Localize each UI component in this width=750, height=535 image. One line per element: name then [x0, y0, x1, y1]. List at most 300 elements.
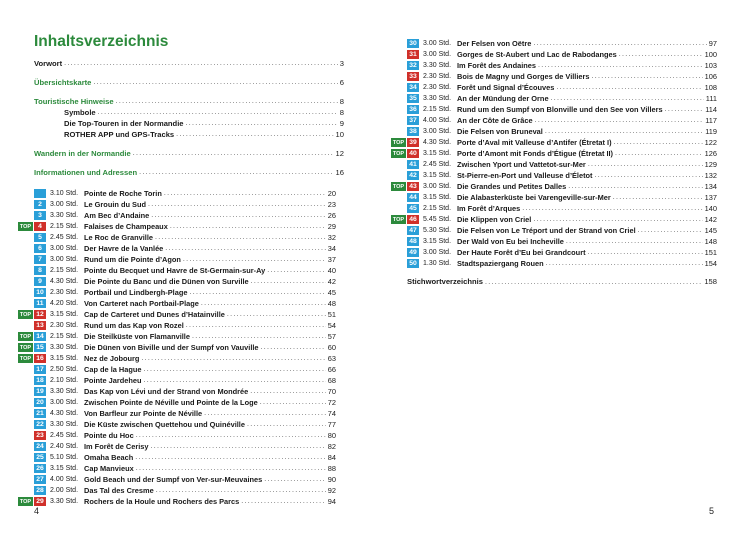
- dot-leader: [619, 51, 703, 58]
- dot-leader: [613, 194, 703, 201]
- tour-name: Von Carteret nach Portbail-Plage: [84, 299, 199, 308]
- tour-name: Die Dünen von Biville und der Sumpf von Vauville: [84, 343, 259, 352]
- tour-name: Nez de Jobourg: [84, 354, 140, 363]
- tour-name: Das Kap von Lévi und der Strand von Mondrée: [84, 387, 249, 396]
- tour-page: 60: [327, 343, 336, 352]
- dot-leader: [164, 190, 326, 197]
- tour-name: Porte d’Amont mit Fonds d’Étigue (Étretat II): [457, 149, 614, 158]
- top-tour-badge: TOP: [19, 333, 32, 340]
- tour-duration: 3.30 Std.: [50, 498, 79, 505]
- tour-entry[interactable]: [34, 485, 336, 496]
- tour-number-badge: 35: [407, 94, 419, 103]
- dot-leader: [260, 399, 326, 406]
- tour-name: Pointe Jardeheu: [84, 376, 142, 385]
- tour-entry[interactable]: [407, 225, 717, 236]
- tour-duration: 3.15 Std.: [50, 355, 79, 362]
- tour-name: Le Grouin du Sud: [84, 200, 146, 209]
- tour-duration: 2.15 Std.: [50, 223, 79, 230]
- tour-duration: 3.00 Std.: [50, 399, 79, 406]
- tour-duration: 3.15 Std.: [50, 465, 79, 472]
- tour-page: 63: [327, 354, 336, 363]
- toc-entry-page: 10: [335, 130, 344, 139]
- tour-page: 100: [704, 50, 717, 59]
- tour-duration: 2.30 Std.: [423, 84, 452, 91]
- tour-entry[interactable]: [407, 203, 717, 214]
- toc-entry-label: Die Top-Touren in der Normandie: [64, 119, 184, 128]
- tour-name: Omaha Beach: [84, 453, 134, 462]
- tour-entry[interactable]: [407, 170, 717, 181]
- tour-page: 148: [704, 237, 717, 246]
- tour-entry[interactable]: [19, 221, 336, 232]
- dot-leader: [201, 300, 326, 307]
- toc-entry[interactable]: [34, 118, 344, 129]
- tour-name: Die Grandes und Petites Dalles: [457, 182, 567, 191]
- tour-name: Zwischen Pointe de Néville und Pointe de la Loge: [84, 398, 258, 407]
- tour-entry[interactable]: [407, 71, 717, 82]
- dot-leader: [98, 107, 338, 118]
- dot-leader: [592, 73, 703, 80]
- tour-number-badge: 7: [34, 255, 46, 264]
- tour-entry[interactable]: [19, 309, 336, 320]
- tour-duration: 4.30 Std.: [50, 278, 79, 285]
- dot-leader: [535, 117, 704, 124]
- tour-number-badge: 19: [34, 387, 46, 396]
- dot-leader: [533, 40, 706, 47]
- tour-page: 106: [704, 72, 717, 81]
- tour-duration: 3.15 Std.: [423, 194, 452, 201]
- tour-name: Im Forêt des Andaines: [457, 61, 536, 70]
- top-tour-badge: TOP: [19, 498, 32, 505]
- tour-number-badge: 38: [407, 127, 419, 136]
- dot-leader: [267, 267, 326, 274]
- toc-section: [34, 58, 344, 178]
- tour-entry[interactable]: [34, 474, 336, 485]
- dot-leader: [192, 333, 326, 340]
- dot-leader: [136, 465, 326, 472]
- tour-number-badge: 26: [34, 464, 46, 473]
- tour-name: Rochers de la Houle und Rochers des Parcs: [84, 497, 240, 506]
- toc-entry-label: Vorwort: [34, 59, 63, 68]
- tour-entry[interactable]: [407, 38, 717, 49]
- tour-duration: 2.30 Std.: [50, 322, 79, 329]
- tour-number-badge: 14: [34, 332, 46, 341]
- tour-entry[interactable]: [34, 298, 336, 309]
- top-tour-badge: TOP: [19, 311, 32, 318]
- tour-page: 74: [327, 409, 336, 418]
- dot-leader: [533, 216, 702, 223]
- tour-page: 84: [327, 453, 336, 462]
- tour-name: An der Mündung der Orne: [457, 94, 549, 103]
- tour-number-badge: 40: [407, 149, 419, 158]
- tour-page: 51: [327, 310, 336, 319]
- tour-entry[interactable]: [34, 265, 336, 276]
- dot-leader: [485, 279, 702, 286]
- tour-number-badge: 11: [34, 299, 46, 308]
- dot-leader: [133, 148, 334, 159]
- tour-number-badge: 18: [34, 376, 46, 385]
- tour-page: 126: [704, 149, 717, 158]
- tour-page: 20: [327, 189, 336, 198]
- tour-page: 23: [327, 200, 336, 209]
- tour-entry[interactable]: [407, 236, 717, 247]
- tour-number-badge: 43: [407, 182, 419, 191]
- dot-leader: [227, 311, 326, 318]
- dot-leader: [189, 289, 325, 296]
- tour-name: Rund um das Kap von Rozel: [84, 321, 184, 330]
- tour-entry[interactable]: [34, 188, 336, 199]
- tour-page: 57: [327, 332, 336, 341]
- tour-name: Pointe du Hoc: [84, 431, 134, 440]
- tour-entry[interactable]: [407, 159, 717, 170]
- tour-page: 80: [327, 431, 336, 440]
- dot-leader: [148, 201, 326, 208]
- tour-number-badge: 30: [407, 39, 419, 48]
- tour-number-badge: 39: [407, 138, 419, 147]
- tour-number-badge: 21: [34, 409, 46, 418]
- tour-duration: 2.40 Std.: [50, 443, 79, 450]
- tour-duration: 2.45 Std.: [423, 161, 452, 168]
- tour-duration: 4.00 Std.: [50, 476, 79, 483]
- tour-number-badge: 32: [407, 61, 419, 70]
- tour-page: 145: [704, 226, 717, 235]
- tour-name: Bois de Magny und Gorges de Villiers: [457, 72, 590, 81]
- tour-entry[interactable]: [34, 419, 336, 430]
- dot-leader: [261, 344, 326, 351]
- tour-page: 134: [704, 182, 717, 191]
- tour-page: 45: [327, 288, 336, 297]
- tour-name: Cap Manvieux: [84, 464, 134, 473]
- tour-number-badge: 27: [34, 475, 46, 484]
- tour-name: Portbail und Lindbergh-Plage: [84, 288, 188, 297]
- stichwort-entry[interactable]: [407, 275, 717, 286]
- dot-leader: [522, 205, 702, 212]
- tour-entry[interactable]: [407, 192, 717, 203]
- tour-entry[interactable]: [19, 353, 336, 364]
- tour-number-badge: 12: [34, 310, 46, 319]
- tour-entry[interactable]: [34, 276, 336, 287]
- toc-entry[interactable]: [34, 167, 344, 178]
- tour-name: Im Forêt d’Arques: [457, 204, 521, 213]
- tour-name: Der Havre de la Vanlée: [84, 244, 164, 253]
- dot-leader: [176, 129, 333, 140]
- dot-leader: [241, 498, 326, 505]
- dot-leader: [183, 256, 326, 263]
- tour-entry[interactable]: [392, 148, 717, 159]
- tour-number-badge: 37: [407, 116, 419, 125]
- page-number-right: 5: [709, 506, 715, 516]
- toc-entry-page: 9: [339, 119, 344, 128]
- dot-leader: [595, 172, 703, 179]
- tour-number-badge: 34: [407, 83, 419, 92]
- tour-entry[interactable]: [34, 320, 336, 331]
- tour-page: 77: [327, 420, 336, 429]
- tour-name: Im Forêt de Cerisy: [84, 442, 149, 451]
- dot-leader: [155, 234, 326, 241]
- dot-leader: [150, 443, 325, 450]
- tour-duration: 2.10 Std.: [50, 377, 79, 384]
- tour-number-badge: [34, 189, 46, 198]
- tour-number-badge: 4: [34, 222, 46, 231]
- toc-entry-page: 3: [339, 59, 344, 68]
- toc-entry[interactable]: [34, 148, 344, 159]
- tour-entry[interactable]: [34, 441, 336, 452]
- tour-name: Gorges de St-Aubert und Lac de Rabodanges: [457, 50, 617, 59]
- tour-number-badge: 5: [34, 233, 46, 242]
- tour-duration: 2.45 Std.: [50, 234, 79, 241]
- tour-number-badge: 15: [34, 343, 46, 352]
- dot-leader: [546, 260, 703, 267]
- tour-number-badge: 24: [34, 442, 46, 451]
- tour-entry[interactable]: [407, 49, 717, 60]
- tour-name: Der Felsen von Oëtre: [457, 39, 532, 48]
- tour-duration: 3.00 Std.: [50, 245, 79, 252]
- tour-page: 26: [327, 211, 336, 220]
- dot-leader: [139, 167, 333, 178]
- tour-duration: 2.00 Std.: [50, 487, 79, 494]
- tour-number-badge: 49: [407, 248, 419, 257]
- tour-entry[interactable]: [407, 126, 717, 137]
- tour-page: 132: [704, 171, 717, 180]
- tour-number-badge: 25: [34, 453, 46, 462]
- tour-number-badge: 3: [34, 211, 46, 220]
- tour-name: Die Steilküste von Flamanville: [84, 332, 190, 341]
- tour-page: 94: [327, 497, 336, 506]
- tour-entry[interactable]: [392, 181, 717, 192]
- tour-entry[interactable]: [407, 258, 717, 269]
- tour-duration: 4.30 Std.: [423, 139, 452, 146]
- tour-entry[interactable]: [34, 287, 336, 298]
- tour-page: 108: [704, 83, 717, 92]
- page-number-left: 4: [34, 506, 40, 516]
- tour-entry[interactable]: [407, 82, 717, 93]
- tour-entry[interactable]: [34, 210, 336, 221]
- dot-leader: [545, 128, 703, 135]
- top-tour-badge: TOP: [19, 355, 32, 362]
- tour-name: Die Felsen von Le Tréport und der Strand von Criel: [457, 226, 636, 235]
- tour-duration: 3.00 Std.: [423, 40, 452, 47]
- toc-entry-label: ROTHER APP und GPS-Tracks: [64, 130, 175, 139]
- tour-duration: 3.00 Std.: [423, 183, 452, 190]
- tour-duration: 3.30 Std.: [50, 212, 79, 219]
- tour-duration: 2.30 Std.: [50, 289, 79, 296]
- tour-duration: 5.10 Std.: [50, 454, 79, 461]
- tour-name: An der Côte de Grâce: [457, 116, 533, 125]
- tour-entry[interactable]: [19, 342, 336, 353]
- tour-page: 151: [704, 248, 717, 257]
- tour-number-badge: 50: [407, 259, 419, 268]
- tour-name: Porte d’Aval mit Valleuse d’Antifer (Étretat I): [457, 138, 612, 147]
- tour-list-right: [392, 38, 717, 269]
- tour-name: Forêt und Signal d’Écouves: [457, 83, 555, 92]
- tour-entry[interactable]: [34, 408, 336, 419]
- tour-duration: 2.15 Std.: [423, 106, 452, 113]
- stichwort-page: 158: [704, 277, 717, 286]
- tour-number-badge: 23: [34, 431, 46, 440]
- tour-entry[interactable]: [407, 60, 717, 71]
- tour-duration: 2.30 Std.: [423, 73, 452, 80]
- tour-number-badge: 13: [34, 321, 46, 330]
- dot-leader: [170, 223, 326, 230]
- toc-entry[interactable]: [34, 96, 344, 107]
- dot-leader: [250, 388, 326, 395]
- tour-entry[interactable]: [34, 386, 336, 397]
- tour-number-badge: 44: [407, 193, 419, 202]
- tour-duration: 4.30 Std.: [50, 410, 79, 417]
- dot-leader: [264, 476, 326, 483]
- dot-leader: [165, 245, 325, 252]
- top-tour-badge: TOP: [392, 139, 405, 146]
- tour-entry[interactable]: [407, 115, 717, 126]
- dot-leader: [551, 95, 704, 102]
- tour-number-badge: 9: [34, 277, 46, 286]
- tour-number-badge: 47: [407, 226, 419, 235]
- tour-number-badge: 29: [34, 497, 46, 506]
- tour-entry[interactable]: [34, 463, 336, 474]
- tour-entry[interactable]: [407, 247, 717, 258]
- tour-number-badge: 31: [407, 50, 419, 59]
- toc-entry[interactable]: [34, 77, 344, 88]
- tour-duration: 5.45 Std.: [423, 216, 452, 223]
- tour-number-badge: 16: [34, 354, 46, 363]
- tour-entry[interactable]: [34, 364, 336, 375]
- tour-page: 37: [327, 255, 336, 264]
- tour-duration: 3.15 Std.: [423, 150, 452, 157]
- dot-leader: [665, 106, 704, 113]
- dot-leader: [144, 366, 326, 373]
- tour-entry[interactable]: [19, 496, 336, 507]
- toc-entry-label: Wandern in der Normandie: [34, 149, 131, 158]
- tour-entry[interactable]: [34, 232, 336, 243]
- dot-leader: [186, 118, 338, 129]
- tour-entry[interactable]: [407, 93, 717, 104]
- tour-page: 140: [704, 204, 717, 213]
- tour-number-badge: 42: [407, 171, 419, 180]
- tour-entry[interactable]: [34, 452, 336, 463]
- tour-duration: 3.00 Std.: [50, 256, 79, 263]
- dot-leader: [251, 278, 326, 285]
- tour-number-badge: 36: [407, 105, 419, 114]
- tour-page: 129: [704, 160, 717, 169]
- tour-name: Von Barfleur zur Pointe de Néville: [84, 409, 203, 418]
- tour-page: 32: [327, 233, 336, 242]
- tour-entry[interactable]: [34, 254, 336, 265]
- tour-page: 103: [704, 61, 717, 70]
- toc-entry[interactable]: [34, 58, 344, 69]
- tour-page: 40: [327, 266, 336, 275]
- dot-leader: [568, 183, 702, 190]
- tour-name: Die Klippen von Criel: [457, 215, 532, 224]
- tour-page: 154: [704, 259, 717, 268]
- toc-entry-page: 8: [339, 108, 344, 117]
- tour-number-badge: 17: [34, 365, 46, 374]
- tour-page: 111: [705, 94, 717, 103]
- tour-page: 119: [705, 127, 717, 136]
- dot-leader: [556, 84, 702, 91]
- tour-duration: 1.30 Std.: [423, 260, 452, 267]
- tour-number-badge: 46: [407, 215, 419, 224]
- top-tour-badge: TOP: [19, 223, 32, 230]
- top-tour-badge: TOP: [392, 216, 405, 223]
- tour-entry[interactable]: [19, 331, 336, 342]
- tour-duration: 3.15 Std.: [423, 238, 452, 245]
- tour-entry[interactable]: [407, 104, 717, 115]
- tour-page: 117: [705, 116, 717, 125]
- toc-entry[interactable]: [34, 107, 344, 118]
- tour-name: Le Roc de Granville: [84, 233, 154, 242]
- tour-number-badge: 28: [34, 486, 46, 495]
- tour-duration: 2.15 Std.: [50, 267, 79, 274]
- toc-entry[interactable]: [34, 129, 344, 140]
- tour-page: 70: [327, 387, 336, 396]
- tour-entry[interactable]: [34, 243, 336, 254]
- tour-page: 88: [327, 464, 336, 473]
- dot-leader: [588, 249, 703, 256]
- tour-name: Die Küste zwischen Quettehou und Quinéville: [84, 420, 245, 429]
- dot-leader: [93, 77, 337, 88]
- dot-leader: [141, 355, 325, 362]
- tour-duration: 3.10 Std.: [50, 190, 79, 197]
- dot-leader: [136, 432, 326, 439]
- toc-entry-label: Informationen und Adressen: [34, 168, 138, 177]
- tour-duration: 3.15 Std.: [423, 172, 452, 179]
- tour-page: 66: [327, 365, 336, 374]
- top-tour-badge: TOP: [392, 183, 405, 190]
- tour-entry[interactable]: [34, 199, 336, 210]
- tour-number-badge: 10: [34, 288, 46, 297]
- tour-entry[interactable]: [34, 430, 336, 441]
- dot-leader: [64, 58, 338, 69]
- tour-page: 137: [704, 193, 717, 202]
- tour-page: 68: [327, 376, 336, 385]
- tour-page: 48: [327, 299, 336, 308]
- tour-name: Pointe du Becquet und Havre de St-Germain-sur-Ay: [84, 266, 266, 275]
- tour-name: Zwischen Yport und Vattetot-sur-Mer: [457, 160, 586, 169]
- toc-entry-page: 6: [339, 78, 344, 87]
- dot-leader: [247, 421, 326, 428]
- tour-entry[interactable]: [392, 214, 717, 225]
- tour-name: Der Haute Forêt d’Eu bei Grandcourt: [457, 248, 586, 257]
- tour-duration: 3.00 Std.: [423, 128, 452, 135]
- dot-leader: [116, 96, 338, 107]
- tour-page: 54: [327, 321, 336, 330]
- tour-duration: 2.15 Std.: [423, 205, 452, 212]
- tour-page: 97: [708, 39, 717, 48]
- tour-page: 72: [327, 398, 336, 407]
- tour-page: 82: [327, 442, 336, 451]
- tour-number-badge: 41: [407, 160, 419, 169]
- tour-number-badge: 2: [34, 200, 46, 209]
- tour-entry[interactable]: [34, 375, 336, 386]
- tour-name: Das Tal des Cresme: [84, 486, 154, 495]
- tour-page: 122: [704, 138, 717, 147]
- tour-number-badge: 48: [407, 237, 419, 246]
- tour-name: Die Pointe du Banc und die Dünen von Surville: [84, 277, 249, 286]
- tour-name: Gold Beach und der Sumpf von Ver-sur-Meuvaines: [84, 475, 263, 484]
- tour-duration: 3.30 Std.: [50, 421, 79, 428]
- tour-entry[interactable]: [34, 397, 336, 408]
- tour-page: 142: [704, 215, 717, 224]
- toc-entry-page: 8: [339, 97, 344, 106]
- dot-leader: [566, 238, 703, 245]
- tour-number-badge: 6: [34, 244, 46, 253]
- toc-entry-page: 16: [335, 168, 344, 177]
- tour-entry[interactable]: [392, 137, 717, 148]
- tour-duration: 3.30 Std.: [50, 344, 79, 351]
- tour-name: Cap de la Hague: [84, 365, 142, 374]
- tour-name: St-Pierre-en-Port und Valleuse d’Életot: [457, 171, 593, 180]
- dot-leader: [615, 150, 703, 157]
- tour-page: 92: [327, 486, 336, 495]
